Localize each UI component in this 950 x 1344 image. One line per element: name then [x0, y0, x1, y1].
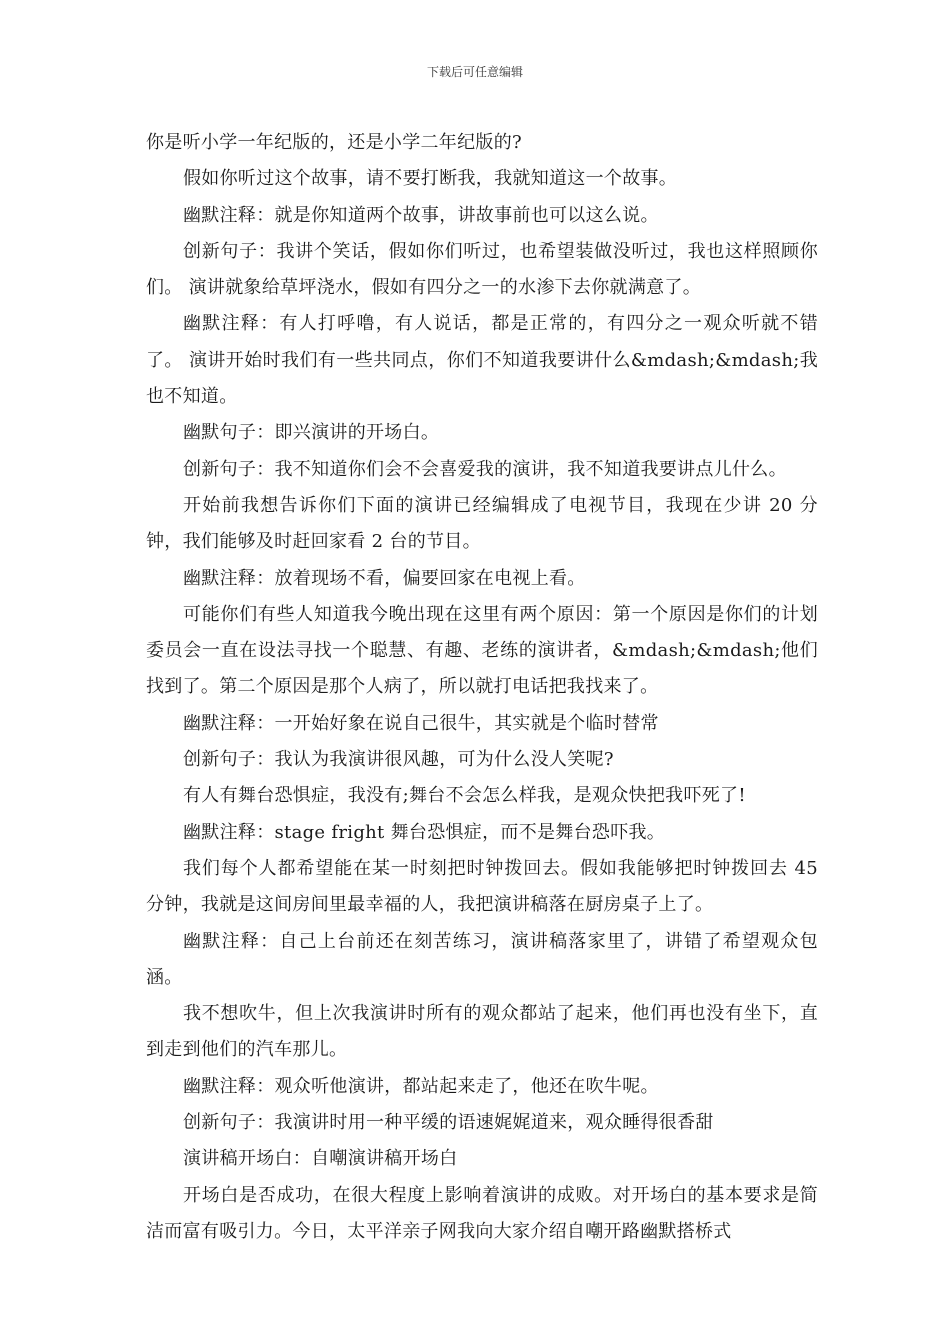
- paragraph: 幽默注释：有人打呼噜，有人说话，都是正常的，有四分之一观众听就不错了。 演讲开始时我们有一些共同点，你们不知道我要讲什么&mdash;&mdash;我也不知道。: [146, 313, 818, 408]
- paragraph: 幽默注释：放着现场不看，偏要回家在电视上看。: [183, 567, 586, 589]
- paragraph: 幽默注释：stage fright 舞台恐惧症，而不是舞台恐吓我。: [183, 821, 666, 843]
- paragraph: 开场白是否成功，在很大程度上影响着演讲的成败。对开场白的基本要求是简洁而富有吸引力。今日，太平洋亲子网我向大家介绍自嘲开路幽默搭桥式: [146, 1184, 818, 1242]
- paragraph: 开始前我想告诉你们下面的演讲已经编辑成了电视节目，我现在少讲 20 分钟，我们能够及时赶回家看 2 台的节目。: [146, 494, 818, 553]
- page-header: 下载后可任意编辑: [426, 65, 523, 79]
- paragraph: 你是听小学一年纪版的，还是小学二年纪版的?: [146, 132, 522, 153]
- paragraph: 我们每个人都希望能在某一时刻把时钟拨回去。假如我能够把时钟拨回去 45 分钟，我就是这间房间里最幸福的人，我把演讲稿落在厨房桌子上了。: [146, 857, 818, 916]
- paragraph: 创新句子：我不知道你们会不会喜爱我的演讲，我不知道我要讲点儿什么。: [183, 458, 787, 480]
- paragraph: 假如你听过这个故事，请不要打断我，我就知道这一个故事。: [183, 168, 678, 190]
- paragraph: 幽默句子：即兴演讲的开场白。: [183, 422, 440, 444]
- paragraph: 幽默注释：就是你知道两个故事，讲故事前也可以这么说。: [183, 204, 659, 226]
- paragraph: 创新句子：我认为我演讲很风趣，可为什么没人笑呢?: [183, 749, 614, 771]
- paragraph: 有人有舞台恐惧症，我没有;舞台不会怎么样我，是观众快把我吓死了!: [183, 785, 746, 807]
- paragraph: 创新句子：我讲个笑话，假如你们听过，也希望装做没听过，我也这样照顾你们。 演讲就象给草坪浇水，假如有四分之一的水渗下去你就满意了。: [146, 240, 818, 299]
- paragraph: 幽默注释：自己上台前还在刻苦练习，演讲稿落家里了，讲错了希望观众包涵。: [146, 930, 818, 988]
- paragraph: 可能你们有些人知道我今晚出现在这里有两个原因：第一个原因是你们的计划委员会一直在设法寻找一个聪慧、有趣、老练的演讲者，&mdash;&mdash;他们找到了。第二个原因是那个人病了，所以就打电话把我找来了。: [146, 603, 818, 698]
- paragraph: 创新句子：我演讲时用一种平缓的语速娓娓道来，观众睡得很香甜: [183, 1112, 714, 1134]
- paragraph: 演讲稿开场白：自嘲演讲稿开场白: [183, 1148, 458, 1170]
- paragraph: 幽默注释：观众听他演讲，都站起来走了，他还在吹牛呢。: [183, 1075, 659, 1097]
- document-body: [146, 125, 818, 1250]
- paragraph: 我不想吹牛，但上次我演讲时所有的观众都站了起来，他们再也没有坐下，直到走到他们的汽车那儿。: [146, 1003, 818, 1061]
- paragraph: 幽默注释：一开始好象在说自己很牛，其实就是个临时替常: [183, 712, 659, 734]
